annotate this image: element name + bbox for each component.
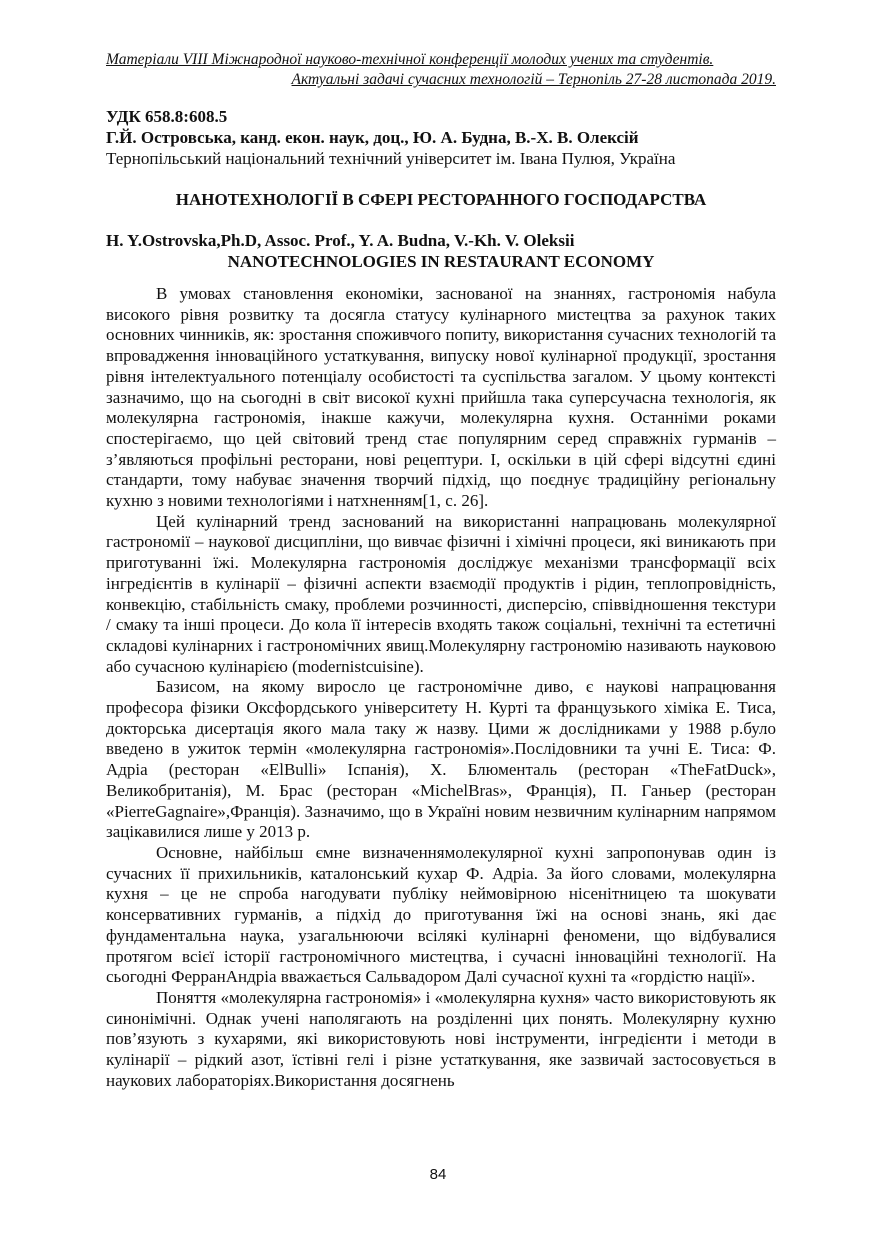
affiliation: Тернопільський національний технічний університет ім. Івана Пулюя, Україна [106,149,676,168]
paragraph: Поняття «молекулярна гастрономія» і «молекулярна кухня» часто використовують як синонімічні. Однак учені наполягають на розділенні цих понять. Молекулярну кухню пов’язують з кухарями, які використовують нові інструменти, інгредієнти і методи в кулінарії – рідкий азот, їстівні гелі і різне устаткування, яке зазвичай застосовується в наукових лабораторіях.Використання досягнень [106,987,776,1090]
conference-header [106,50,776,90]
paper-page [106,50,776,1091]
paragraph: Основне, найбільш ємне визначеннямолекулярної кухні запропонував один із сучасних її прихильників, каталонський кухар Ф. Адріа. За його словами, молекулярна кухня – це не спроба нагодувати публіку неймовірною нісенітницею та шокувати консервативних гурманів, а підхід до приготування їжі на основі знань, які дає фундаментальна наука, узагальнюючи всілякі кулінарні феномени, що відбувалися протягом всієї історії гастрономічного мистецтва, і сучасні інноваційні технології. На сьогодні ФерранАндріа вважається Сальвадором Далі сучасної кухні та «гордістю нації». [106,842,776,987]
paragraph: Цей кулінарний тренд заснований на використанні напрацювань молекулярної гастрономії – наукової дисципліни, що вивчає фізичні і хімічні процеси, які виникають при приготуванні їжі. Молекулярна гастрономія досліджує механізми трансформації всіх інгредієнтів в кулінарії – фізичні аспекти взаємодії продуктів і рідин, теплопровідність, конвекцію, стабільність смаку, проблеми розчинності, дисперсію, співвідношення текстури / смаку та інші процеси. До кола її інтересів входять також соціальні, технічні та естетичні складові кулінарних і гастрономічних явищ.Молекулярну гастрономію називають науковою або сучасною кулінарією (modernistcuisine). [106,511,776,676]
authors-ua: Г.Й. Островська, канд. екон. наук, доц., Ю. А. Будна, В.-Х. В. Олексій [106,128,639,147]
header-line-2: Актуальні задачі сучасних технологій – Тернопіль 27-28 листопада 2019. [291,71,776,88]
page-number: 84 [429,1166,447,1183]
paragraph: Базисом, на якому виросло це гастрономічне диво, є наукові напрацювання професора фізики Оксфордського університету Н. Курті та французького хіміка Е. Тиса, докторська дисертація якого мала таку ж назву. Цими ж дослідниками у 1988 р.було введено в ужиток термін «молекулярна гастрономія».Послідовники та учні Е. Тиса: Ф. Адріа (ресторан «ElBulli» Іспанія), Х. Блюменталь (ресторан «TheFatDuck», Великобританія), М. Брас (ресторан «MichelBras», Франція), П. Ганьер (ресторан «PierreGagnaire»,Франція). Зазначимо, що в Україні новим незвичним кулінарним напрямом зацікавилися лише у 2013 р. [106,677,776,842]
paragraph: В умовах становлення економіки, заснованої на знаннях, гастрономія набула високого рівня розвитку та досягла статусу кулінарного мистецтва за рахунок таких основних чинників, як: зростання споживчого попиту, використання сучасних технологій та впровадження інноваційного устаткування, випуску нової кулінарної продукції, зростання рівня інтелектуального потенціалу особистості та суспільства загалом. У цьому контексті зазначимо, що на сьогодні в світ високої кухні прийшла така суперсучасна технологія, як молекулярна гастрономія, інакше кажучи, молекулярна кухня. Останніми роками спостерігаємо, що цей світовий тренд стає популярним серед справжніх гурманів – з’являються профільні ресторани, нові рецептури. І, оскільки в цій сфері відсутні єдині стандарти, тому набуває значення творчий підхід, що поєднує традиційну регіональну кухню з новими технологіями і натхненням[1, с. 26]. [106,284,776,511]
title-en: NANOTECHNOLOGIES IN RESTAURANT ECONOMY [227,252,655,271]
title-ua: НАНОТЕХНОЛОГІЇ В СФЕРІ РЕСТОРАННОГО ГОСПОДАРСТВА [175,190,707,209]
authors-en: H. Y.Ostrovska,Ph.D, Assoc. Prof., Y. A. Budna, V.-Kh. V. Oleksii [106,231,575,250]
article-body [106,284,776,1091]
udc-code: УДК 658.8:608.5 [106,107,228,126]
header-line-1: Матеріали VIII Міжнародної науково-технічної конференції молодих учених та студентів. [106,51,714,68]
